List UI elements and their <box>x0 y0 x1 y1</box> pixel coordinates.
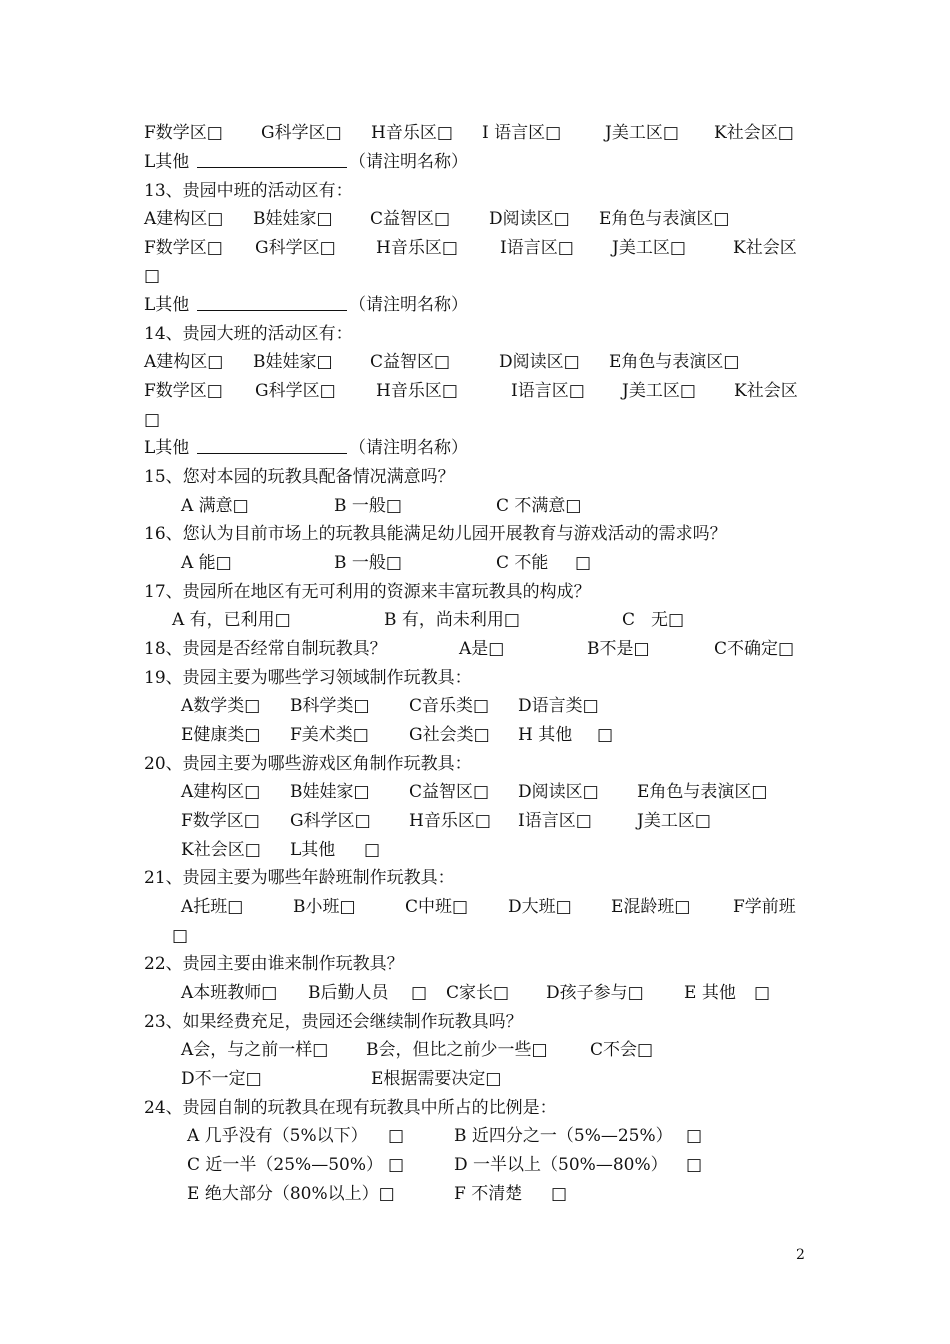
option-text: E 绝大部分（80%以上）□ <box>187 1184 395 1204</box>
option-text: B后勤人员 <box>308 983 389 1003</box>
option-text: D阅读区□ <box>489 209 570 229</box>
fill-blank <box>197 152 347 173</box>
option-text: I 语言区□ <box>482 123 562 143</box>
option-text: C音乐类□ <box>409 696 490 716</box>
option-text: C中班□ <box>405 897 469 917</box>
option-text: H音乐区□ <box>376 238 458 258</box>
option-text: C不会□ <box>590 1040 654 1060</box>
option-text: □ <box>364 840 381 860</box>
option-text: F数学区□ <box>181 811 260 831</box>
option-text: B科学类□ <box>290 696 370 716</box>
option-text: D孩子参与□ <box>546 983 644 1003</box>
question-text: 21、贵园主要为哪些年龄班制作玩教具： <box>144 868 455 888</box>
option-text: H音乐区□ <box>376 381 458 401</box>
option-text: □ <box>754 983 771 1003</box>
question-text: 20、贵园主要为哪些游戏区角制作玩教具： <box>144 754 472 774</box>
option-text: C益智区□ <box>409 782 490 802</box>
question-text: 18、贵园是否经常自制玩教具？ <box>144 639 387 659</box>
option-text: B 有，尚未利用□ <box>384 610 520 630</box>
option-text: G科学区□ <box>261 123 342 143</box>
option-text: C益智区□ <box>370 352 451 372</box>
option-text: □ <box>144 266 161 286</box>
option-text: E角色与表演区□ <box>599 209 730 229</box>
option-text: □ <box>575 553 592 573</box>
option-text: L其他 <box>144 438 190 458</box>
option-text: F美术类□ <box>290 725 369 745</box>
option-text: L其他 <box>144 295 190 315</box>
option-text: E根据需要决定□ <box>371 1069 502 1089</box>
question-text: 14、贵园大班的活动区有： <box>144 324 353 344</box>
option-text: B 一般□ <box>334 553 402 573</box>
note-text: （请注明名称） <box>349 152 468 172</box>
option-text: C 近一半（25%—50%） <box>187 1155 383 1175</box>
option-text: B娃娃家□ <box>290 782 370 802</box>
option-text: G社会类□ <box>409 725 490 745</box>
option-text: C 不满意□ <box>496 496 582 516</box>
option-text: C益智区□ <box>370 209 451 229</box>
option-text: A建构区□ <box>144 352 224 372</box>
option-text: D阅读区□ <box>518 782 599 802</box>
option-text: G科学区□ <box>255 238 336 258</box>
option-text: C 不能 <box>496 553 549 573</box>
option-text: D大班□ <box>508 897 572 917</box>
option-text: □ <box>144 410 161 430</box>
option-text: F数学区□ <box>144 238 223 258</box>
note-text: （请注明名称） <box>349 295 468 315</box>
option-text: D语言类□ <box>518 696 599 716</box>
option-text: A托班□ <box>181 897 244 917</box>
option-text: A会，与之前一样□ <box>181 1040 329 1060</box>
question-text: 13、贵园中班的活动区有： <box>144 181 353 201</box>
option-text: H音乐区□ <box>409 811 491 831</box>
option-text: J美工区□ <box>605 123 679 143</box>
option-text: A本班教师□ <box>181 983 278 1003</box>
option-text: K社会区 <box>733 238 797 258</box>
option-text: F学前班 <box>733 897 796 917</box>
option-text: F数学区□ <box>144 381 223 401</box>
question-text: 16、您认为目前市场上的玩教具能满足幼儿园开展教育与游戏活动的需求吗？ <box>144 524 727 544</box>
option-text: B 一般□ <box>334 496 402 516</box>
option-text: D阅读区□ <box>499 352 580 372</box>
option-text: K社会区□ <box>714 123 794 143</box>
option-text: F数学区□ <box>144 123 223 143</box>
option-text: A 满意□ <box>181 496 249 516</box>
option-text: A是□ <box>459 639 505 659</box>
option-text: E角色与表演区□ <box>609 352 740 372</box>
option-text: B不是□ <box>587 639 650 659</box>
option-text: D不一定□ <box>181 1069 262 1089</box>
option-text: H 其他 <box>518 725 573 745</box>
option-text: I语言区□ <box>500 238 574 258</box>
question-text: 24、贵园自制的玩教具在现有玩教具中所占的比例是： <box>144 1098 557 1118</box>
option-text: □ <box>411 983 428 1003</box>
option-text: B会，但比之前少一些□ <box>366 1040 548 1060</box>
question-text: 17、贵园所在地区有无可利用的资源来丰富玩教具的构成？ <box>144 582 591 602</box>
option-text: A 几乎没有（5%以下） <box>187 1126 368 1146</box>
option-text: □ <box>388 1155 405 1175</box>
option-text: A数学类□ <box>181 696 261 716</box>
option-text: E混龄班□ <box>611 897 691 917</box>
option-text: J美工区□ <box>612 238 686 258</box>
option-text: A建构区□ <box>144 209 224 229</box>
option-text: □ <box>172 926 189 946</box>
option-text: B小班□ <box>293 897 356 917</box>
question-text: 23、如果经费充足，贵园还会继续制作玩教具吗？ <box>144 1012 523 1032</box>
option-text: □ <box>686 1155 703 1175</box>
fill-blank <box>197 438 347 459</box>
option-text: J美工区□ <box>622 381 696 401</box>
option-text: B 近四分之一（5%—25%） <box>454 1126 673 1146</box>
page-number: 2 <box>796 1247 805 1263</box>
option-text: 无□ <box>651 610 685 630</box>
option-text: A 有，已利用□ <box>172 610 291 630</box>
option-text: B娃娃家□ <box>253 352 333 372</box>
fill-blank <box>197 295 347 316</box>
option-text: D 一半以上（50%—80%） <box>454 1155 668 1175</box>
option-text: I语言区□ <box>518 811 592 831</box>
option-text: K社会区□ <box>181 840 261 860</box>
option-text: A建构区□ <box>181 782 261 802</box>
option-text: G科学区□ <box>290 811 371 831</box>
option-text: □ <box>551 1184 568 1204</box>
option-text: B娃娃家□ <box>253 209 333 229</box>
option-text: C不确定□ <box>714 639 795 659</box>
option-text: E角色与表演区□ <box>637 782 768 802</box>
option-text: H音乐区□ <box>371 123 453 143</box>
option-text: K社会区 <box>734 381 798 401</box>
option-text: C <box>622 610 636 630</box>
option-text: J美工区□ <box>637 811 711 831</box>
question-text: 15、您对本园的玩教具配备情况满意吗？ <box>144 467 455 487</box>
option-text: E 其他 <box>684 983 736 1003</box>
option-text: E健康类□ <box>181 725 261 745</box>
note-text: （请注明名称） <box>349 438 468 458</box>
option-text: □ <box>686 1126 703 1146</box>
option-text: L其他 <box>290 840 336 860</box>
option-text: L其他 <box>144 152 190 172</box>
option-text: I语言区□ <box>511 381 585 401</box>
question-text: 22、贵园主要由谁来制作玩教具？ <box>144 954 404 974</box>
option-text: F 不清楚 <box>454 1184 523 1204</box>
option-text: C家长□ <box>446 983 510 1003</box>
option-text: G科学区□ <box>255 381 336 401</box>
option-text: A 能□ <box>181 553 232 573</box>
option-text: □ <box>597 725 614 745</box>
question-text: 19、贵园主要为哪些学习领域制作玩教具： <box>144 668 472 688</box>
option-text: □ <box>388 1126 405 1146</box>
